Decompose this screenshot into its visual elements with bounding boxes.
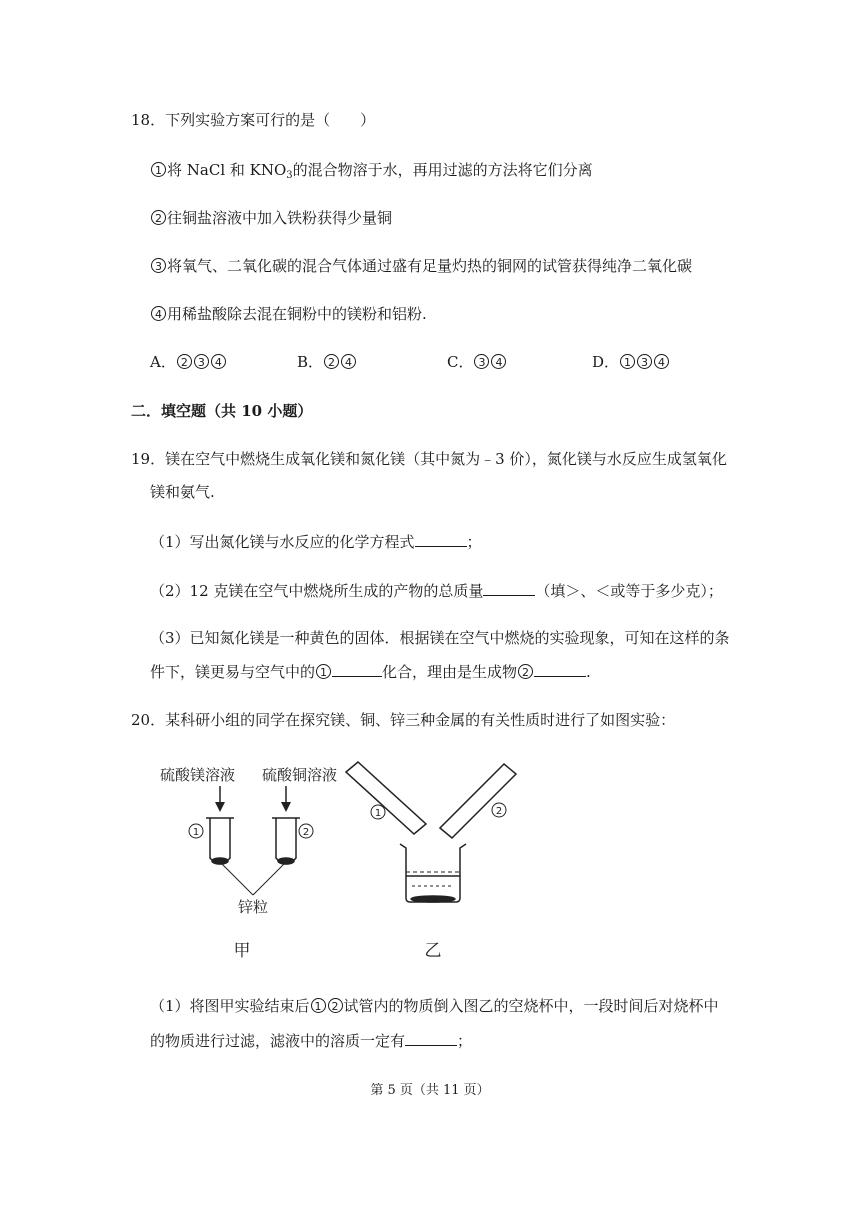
q18-item4: 4 用稀盐酸除去混在铜粉中的镁粉和铝粉. — [150, 304, 427, 324]
q18-item1: 1 将 NaCl 和 $KNO_3$的混合物溶于水，再用过滤的方法将它们分离 — [150, 160, 593, 186]
test-tube-1 — [206, 818, 234, 864]
tube-label-2 — [299, 824, 313, 838]
arrow-icon — [215, 786, 291, 812]
circled-4: 4 — [151, 306, 166, 321]
page-footer: 第 5 页（共 11 页） — [370, 1083, 490, 1098]
q19-part3-line2: 件下，镁更易与空气中的 1 化合，理由是生成物 2 . — [150, 663, 591, 681]
q20-part1-line1: （1）将图甲实验结束后 1 2 试管内的物质倒入图乙的空烧杯中，一段时间后对烧杯中 — [150, 997, 719, 1015]
label-mgso4: 硫酸镁溶液 — [160, 766, 236, 784]
svg-text:1: 1 — [192, 827, 200, 838]
q20-part1-line2: 的物质进行过滤，滤液中的溶质一定有 ； — [150, 1032, 473, 1050]
answer-blank — [534, 661, 586, 677]
test-tube-2 — [272, 818, 300, 864]
section-heading: 二．填空题（共 10 小题） — [131, 402, 313, 420]
circled-2: 2 — [151, 210, 166, 225]
caption-jia: 甲 — [233, 941, 251, 961]
svg-text:2: 2 — [495, 806, 503, 817]
circled-1: 1 — [151, 162, 166, 177]
q19-stem-line2: 镁和氨气. — [150, 483, 215, 501]
pointer-lines — [222, 864, 284, 895]
label-cuso4: 硫酸铜溶液 — [262, 766, 338, 784]
q18-option-a: A． 2 3 4 — [150, 352, 227, 372]
circled-3: 3 — [151, 258, 166, 273]
svg-text:2: 2 — [302, 827, 310, 838]
tilted-label-2 — [492, 803, 506, 817]
experiment-figure — [150, 760, 530, 972]
q19-part3-line1: （3）已知氮化镁是一种黄色的固体．根据镁在空气中燃烧的实验现象，可知在这样的条 — [150, 629, 730, 647]
q18-option-c: C． 3 4 — [447, 352, 507, 372]
q18-item2: 2 往铜盐溶液中加入铁粉获得少量铜 — [150, 208, 392, 228]
answer-blank — [415, 531, 467, 547]
q18-option-b: B． 2 4 — [297, 352, 357, 372]
q19-part1: （1）写出氮化镁与水反应的化学方程式 ； — [150, 533, 482, 551]
beaker — [400, 844, 466, 902]
q18-option-d: D． 1 3 4 — [592, 352, 670, 372]
caption-yi: 乙 — [424, 941, 442, 961]
q19-stem-line1: 19．镁在空气中燃烧生成氧化镁和氮化镁（其中氮为﹣3 价），氮化镁与水反应生成氢氧化 — [131, 450, 727, 468]
svg-text:1: 1 — [374, 808, 382, 819]
q18-stem: 18．下列实验方案可行的是（ ） — [131, 111, 376, 129]
label-zinc: 锌粒 — [237, 898, 269, 916]
q19-part2: （2）12 克镁在空气中燃烧所生成的产物的总质量 （填＞、＜或等于多少克）； — [150, 582, 723, 600]
tilted-tube-2 — [440, 764, 516, 838]
answer-blank — [332, 661, 382, 677]
tube-label-1 — [189, 824, 203, 838]
answer-blank — [483, 580, 535, 596]
answer-blank — [405, 1030, 457, 1046]
q18-item3: 3 将氧气、二氧化碳的混合气体通过盛有足量灼热的铜网的试管获得纯净二氧化碳 — [150, 256, 692, 276]
q20-stem: 20．某科研小组的同学在探究镁、铜、锌三种金属的有关性质时进行了如图实验： — [131, 711, 676, 729]
tilted-tube-1 — [346, 762, 426, 834]
tilted-label-1 — [371, 805, 385, 819]
